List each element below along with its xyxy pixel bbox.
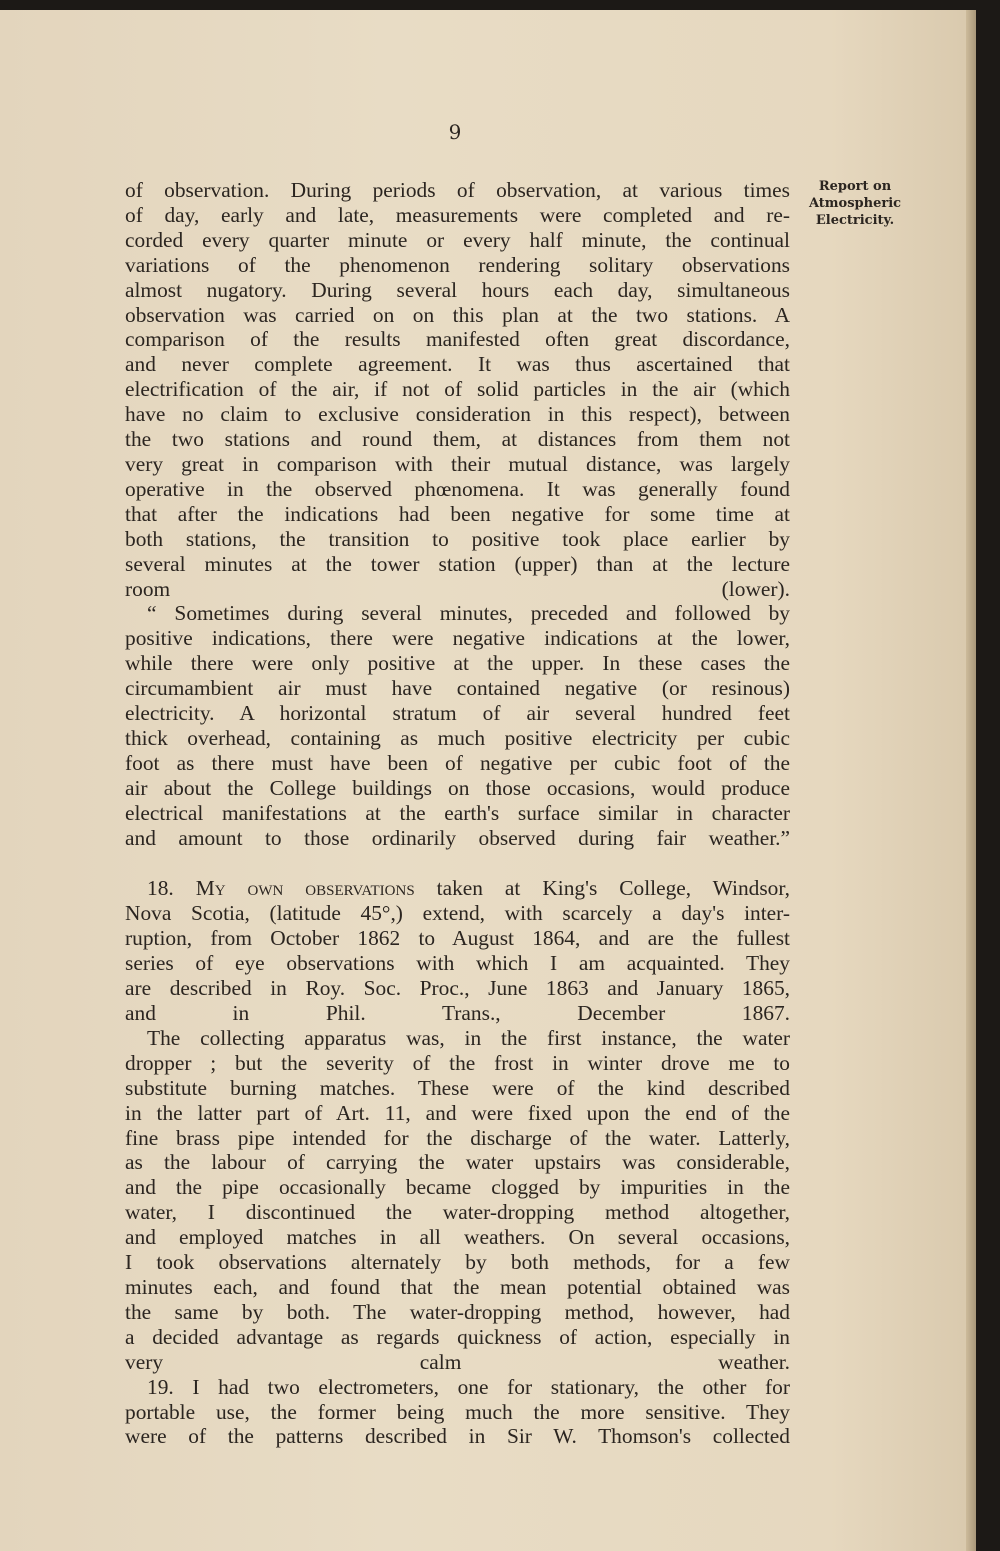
- text-block: [125, 178, 790, 1449]
- text-line: and amount to those ordinarily observed during fair weather.”: [125, 825, 790, 850]
- text-line: in the latter part of Art. 11, and were fixed upon the end of the: [125, 1100, 790, 1125]
- text-line: portable use, the former being much the more sensitive. They: [125, 1399, 790, 1424]
- text-line: ruption, from October 1862 to August 1864, and are the fullest: [125, 926, 790, 951]
- text-line: dropper ; but the severity of the frost in winter drove me to: [125, 1050, 790, 1075]
- text-line: series of eye observations with which I am acquainted. They: [125, 951, 790, 976]
- margin-note-line: Electricity.: [815, 213, 895, 228]
- text-line: and the pipe occasionally became clogged by impurities in the: [125, 1175, 790, 1200]
- text-line: room (lower).: [125, 576, 790, 601]
- page-number: 9: [448, 120, 462, 144]
- text-line: are described in Roy. Soc. Proc., June 1863 and January 1865,: [125, 976, 790, 1001]
- text-line: electricity. A horizontal stratum of air several hundred feet: [125, 701, 790, 726]
- text-line: substitute burning matches. These were of the kind described: [125, 1075, 790, 1100]
- text-line: foot as there must have been of negative per cubic foot of the: [125, 750, 790, 775]
- text-line: comparison of the results manifested often great discordance,: [125, 327, 790, 352]
- text-line: circumambient air must have contained negative (or resinous): [125, 676, 790, 701]
- page-edge: [966, 10, 976, 1551]
- text-line: water, I discontinued the water-dropping method altogether,: [125, 1200, 790, 1225]
- text-line: fine brass pipe intended for the discharge of the water. Latterly,: [125, 1125, 790, 1150]
- text-line: 19. I had two electrometers, one for stationary, the other for: [147, 1374, 790, 1399]
- text-line: of observation. During periods of observation, at various times: [125, 178, 790, 202]
- text-line: were of the patterns described in Sir W. Thomson's collected: [125, 1424, 790, 1449]
- text-line: observation was carried on on this plan at the two stations. A: [125, 302, 790, 327]
- text-line: the two stations and round them, at distances from them not: [125, 427, 790, 452]
- text-line: Nova Scotia, (latitude 45°,) extend, with scarcely a day's inter-: [125, 901, 790, 926]
- text-line: and employed matches in all weathers. On several occasions,: [125, 1225, 790, 1250]
- text-line: minutes each, and found that the mean potential obtained was: [125, 1274, 790, 1299]
- paragraph-gap: [125, 850, 790, 876]
- text-line: as the labour of carrying the water upstairs was considerable,: [125, 1150, 790, 1175]
- text-line: both stations, the transition to positive took place earlier by: [125, 526, 790, 551]
- text-line: I took observations alternately by both methods, for a few: [125, 1250, 790, 1275]
- text-line: a decided advantage as regards quickness of action, especially in: [125, 1324, 790, 1349]
- text-line: several minutes at the tower station (upper) than at the lecture: [125, 551, 790, 576]
- text-line: air about the College buildings on those occasions, would produce: [125, 775, 790, 800]
- text-line: very calm weather.: [125, 1349, 790, 1374]
- margin-note: [800, 178, 910, 229]
- text-line: operative in the observed phœnomena. It was generally found: [125, 476, 790, 501]
- text-line: the same by both. The water-dropping method, however, had: [125, 1299, 790, 1324]
- text-line: electrical manifestations at the earth's surface similar in character: [125, 800, 790, 825]
- text-line: thick overhead, containing as much positive electricity per cubic: [125, 725, 790, 750]
- text-line: The collecting apparatus was, in the first instance, the water: [147, 1025, 790, 1050]
- text-line: almost nugatory. During several hours each day, simultaneous: [125, 277, 790, 302]
- text-line: positive indications, there were negative indications at the lower,: [125, 626, 790, 651]
- margin-note-line: Atmospheric: [808, 196, 902, 211]
- margin-note-line: Report on: [818, 179, 892, 194]
- text-line: and never complete agreement. It was thus ascertained that: [125, 352, 790, 377]
- text-line: electrification of the air, if not of solid particles in the air (which: [125, 377, 790, 402]
- text-line: of day, early and late, measurements were completed and re-: [125, 202, 790, 227]
- text-line: that after the indications had been negative for some time at: [125, 501, 790, 526]
- text-line: and in Phil. Trans., December 1867.: [125, 1001, 790, 1025]
- text-line: have no claim to exclusive consideration in this respect), between: [125, 402, 790, 427]
- text-line: variations of the phenomenon rendering solitary observations: [125, 252, 790, 277]
- book-page: [0, 10, 976, 1551]
- text-line: “ Sometimes during several minutes, preceded and followed by: [147, 601, 790, 626]
- text-line: while there were only positive at the upper. In these cases the: [125, 651, 790, 676]
- body-text: [125, 178, 790, 1449]
- text-line: corded every quarter minute or every half minute, the continual: [125, 227, 790, 252]
- text-line: 18. My own observations taken at King's College, Windsor,: [147, 876, 790, 901]
- text-line: very great in comparison with their mutual distance, was largely: [125, 451, 790, 476]
